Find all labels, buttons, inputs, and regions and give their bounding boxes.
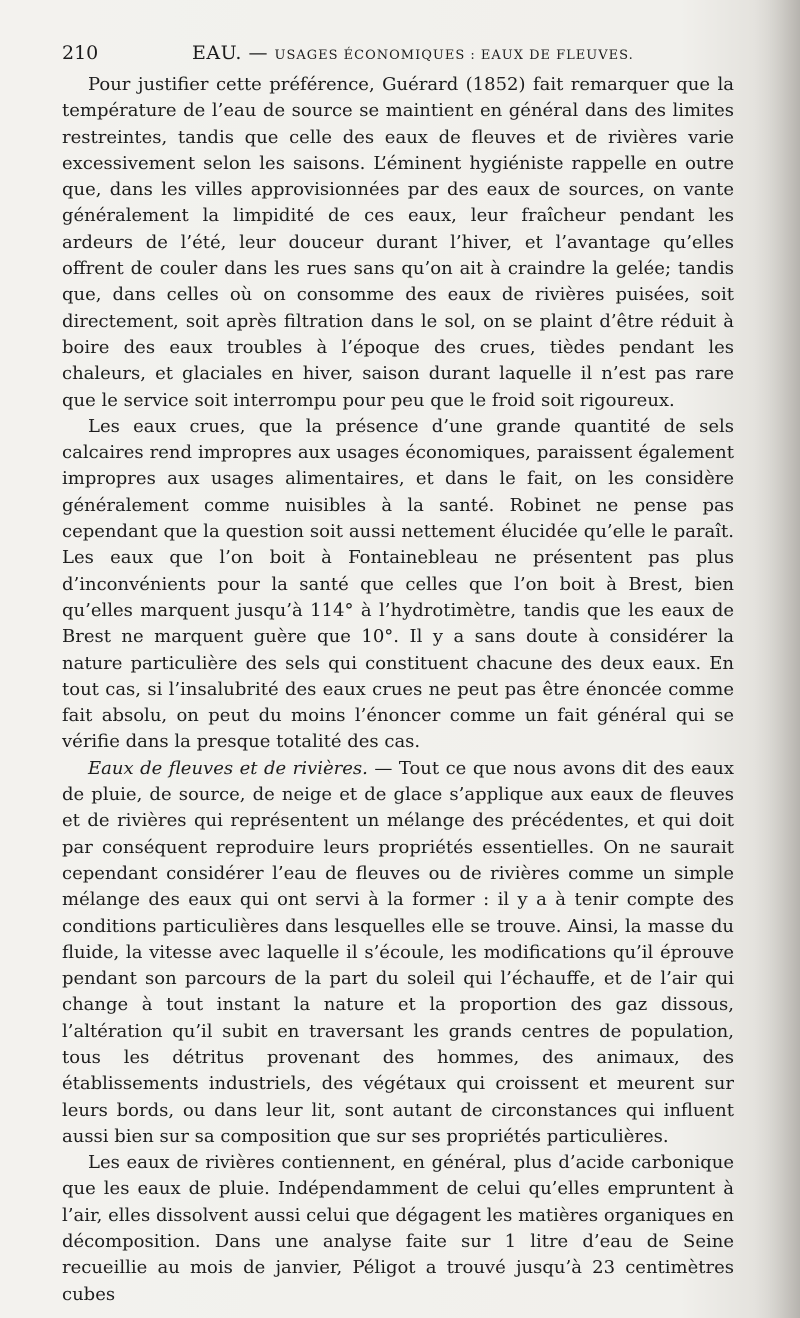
section-heading-italic: Eaux de fleuves et de rivières. bbox=[88, 757, 368, 779]
running-head-dash: — bbox=[241, 42, 275, 64]
page-number: 210 bbox=[62, 42, 99, 64]
paragraph-3-text: — Tout ce que nous avons dit des eaux de pluie, de source, de neige et de glace s’applique aux eaux de fleuves et de rivières qui représentent un mélange des précédentes, et qui doit par conséquent reproduire leurs propriétés essentielles. On ne saurait cependant considérer l’eau de fleuves ou de rivières comme un simple mélange des eaux qui ont servi à la former : il y a à tenir compte des conditions particulières dans lesquelles elle se trouve. Ainsi, la masse du fluide, la vitesse avec laquelle il s’écoule, les modifications qu’il éprouve pendant son parcours de la part du soleil qui l’échauffe, et de l’air qui change à tout instant la nature et la proportion des gaz dissous, l’altération qu’il subit en traversant les grands centres de population, tous les détritus provenant des hommes, des animaux, des établissements industriels, des végétaux qui croissent et meurent sur leurs bords, ou dans leur lit, sont autant de circonstances qui influent aussi bien sur sa composition que sur ses propriétés particulières. bbox=[62, 757, 734, 1147]
binding-shadow bbox=[754, 0, 800, 1318]
paragraph-4: Les eaux de rivières contiennent, en général, plus d’acide carbonique que les eaux de pluie. Indépendamment de celui qu’elles empruntent à l’air, elles dissolvent aussi celui que dégagent les matières organiques en décomposition. Dans une analyse faite sur 1 litre d’eau de Seine recueillie au mois de janvier, Péligot a trouvé jusqu’à 23 centimètres cubes bbox=[62, 1152, 734, 1305]
paragraph-1: Pour justifier cette préférence, Guérard (1852) fait remarquer que la température de l’eau de source se maintient en général dans des limites restreintes, tandis que celle des eaux de fleuves et de rivières varie excessivement selon les saisons. L’éminent hygiéniste rappelle en outre que, dans les villes approvisionnées par des eaux de sources, on vante généralement la limpidité de ces eaux, leur fraîcheur pendant les ardeurs de l’été, leur douceur durant l’hiver, et l’avantage qu’elles offrent de couler dans les rues sans qu’on ait à craindre la gelée; tandis que, dans celles où on consomme des eaux de rivières puisées, soit directement, soit après filtration dans le sol, on se plaint d’être réduit à boire des eaux troubles à l’époque des crues, tièdes pendant les chaleurs, et glaciales en hiver, saison durant laquelle il n’est pas rare que le service soit interrompu pour peu que le froid soit rigoureux. bbox=[62, 74, 734, 411]
paragraph-2: Les eaux crues, que la présence d’une grande quantité de sels calcaires rend impropres aux usages économiques, paraissent également impropres aux usages alimentaires, et dans le fait, on les considère généralement comme nuisibles à la santé. Robinet ne pense pas cependant que la question soit aussi nettement élucidée qu’elle le paraît. Les eaux que l’on boit à Fontainebleau ne présentent pas plus d’inconvénients pour la santé que celles que l’on boit à Brest, bien qu’elles marquent jusqu’à 114° à l’hydrotimètre, tandis que les eaux de Brest ne marquent guère que 10°. Il y a sans doute à considérer la nature particulière des sels qui constituent chacune des deux eaux. En tout cas, si l’insalubrité des eaux crues ne peut pas être énoncée comme fait absolu, on peut du moins l’énoncer comme un fait général qui se vérifie dans la presque totalité des cas. bbox=[62, 415, 734, 753]
running-head-title: EAU. bbox=[192, 42, 242, 64]
paragraph-3 bbox=[62, 756, 734, 1150]
body-text bbox=[62, 72, 734, 1308]
running-head bbox=[192, 42, 634, 64]
running-head-subtitle: USAGES ÉCONOMIQUES : EAUX DE FLEUVES. bbox=[274, 48, 634, 63]
page-header bbox=[62, 42, 762, 68]
